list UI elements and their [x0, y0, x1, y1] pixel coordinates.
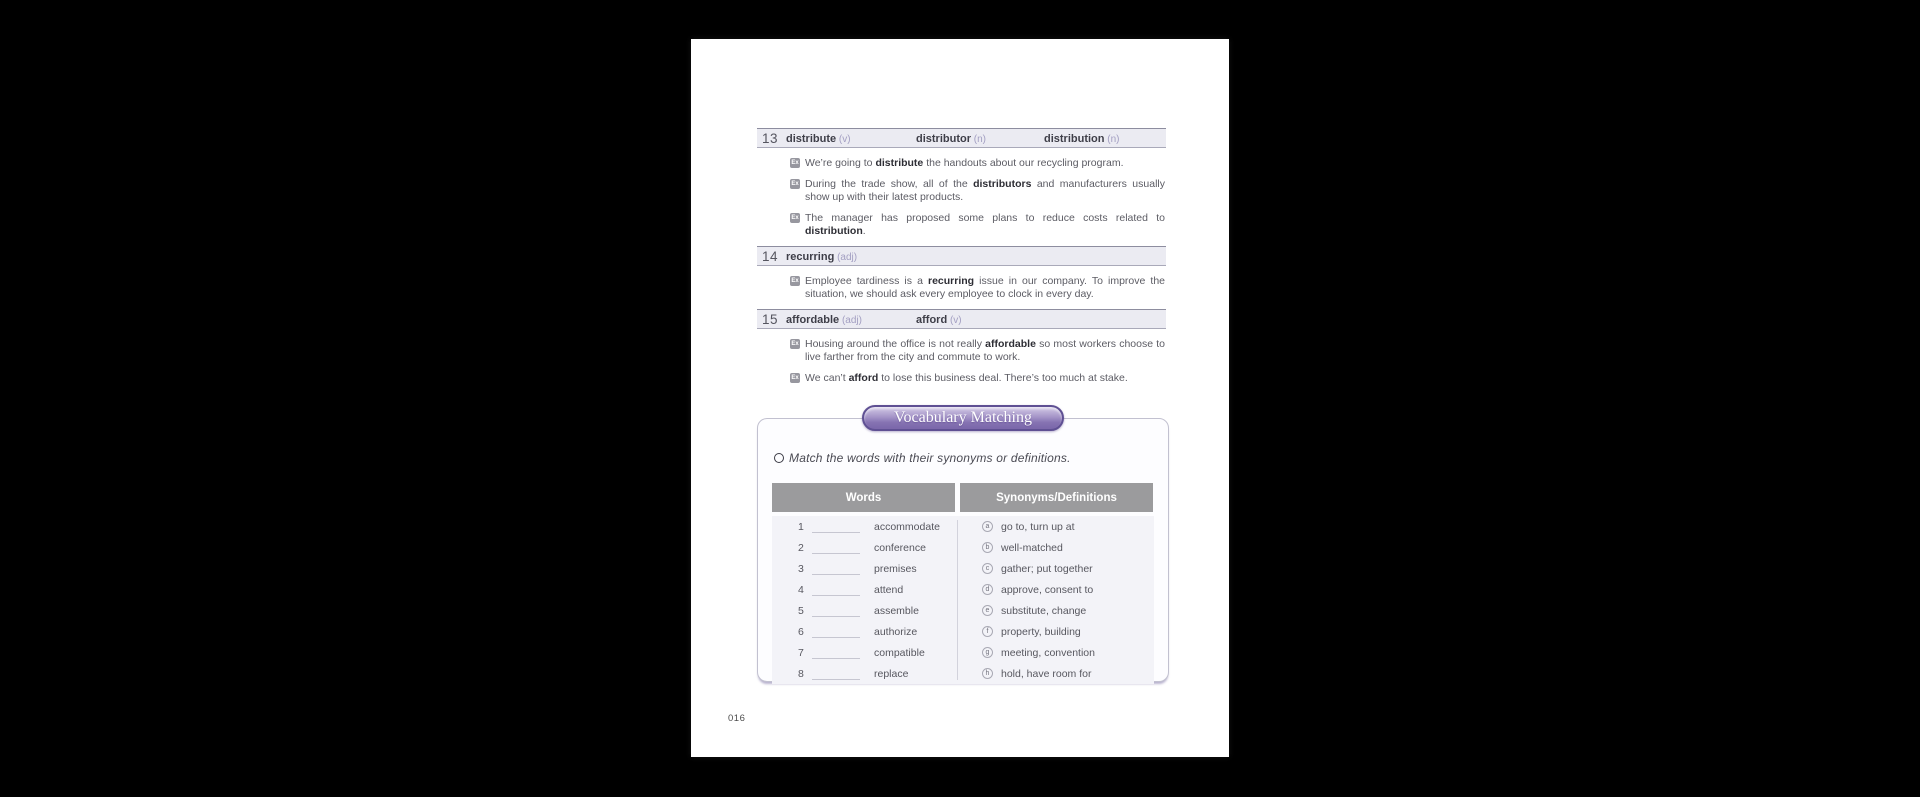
entry-number: 13 [762, 130, 779, 146]
answer-blank [812, 563, 860, 575]
example-list [790, 338, 1166, 385]
option-letter-icon: c [982, 563, 993, 574]
vocab-entry-header [757, 309, 1166, 329]
headword: distribution [1044, 133, 1105, 145]
column-header-words: Words [772, 483, 955, 512]
definition-text: go to, turn up at [1001, 520, 1075, 533]
example-text: Housing around the office is not really affordable so most workers choose to live farther from the city and commute to work. [805, 338, 1165, 363]
definition-text: hold, have room for [1001, 667, 1092, 680]
word-label: attend [874, 583, 904, 596]
example-icon: Ex [791, 160, 799, 166]
word-number: 7 [798, 646, 804, 659]
vocab-entry-header [757, 128, 1166, 148]
example-icon: Ex [791, 181, 799, 187]
headword: distributor [916, 133, 971, 145]
word-number: 8 [798, 667, 804, 680]
matching-box [757, 418, 1169, 682]
part-of-speech: (n) [1104, 134, 1120, 145]
example-sentence [790, 275, 1166, 301]
answer-blank [812, 647, 860, 659]
vocabulary-matching-badge [862, 405, 1064, 431]
definition-row [960, 663, 1153, 684]
example-sentence [790, 212, 1166, 238]
vocab-entry [757, 309, 1166, 385]
word-label: compatible [874, 646, 925, 659]
option-letter-icon: b [982, 542, 993, 553]
page-number: 016 [728, 713, 746, 724]
definition-row [960, 600, 1153, 621]
part-of-speech: (v) [947, 315, 962, 326]
example-list [790, 157, 1166, 238]
example-text: We’re going to distribute the handouts about our recycling program. [805, 157, 1124, 169]
words-column [772, 516, 960, 684]
example-sentence [790, 178, 1166, 204]
word-row [772, 600, 960, 621]
option-letter-icon: d [982, 584, 993, 595]
answer-blank [812, 668, 860, 680]
headword: recurring [786, 251, 835, 263]
entry-number: 14 [762, 248, 779, 264]
definition-text: substitute, change [1001, 604, 1087, 617]
vocab-entry [757, 246, 1166, 301]
definition-row [960, 621, 1153, 642]
part-of-speech: (adj) [839, 315, 862, 326]
option-letter-icon: e [982, 605, 993, 616]
word-number: 3 [798, 562, 804, 575]
option-letter-icon: a [982, 521, 993, 532]
headword: distribute [786, 133, 837, 145]
table-header [772, 483, 1154, 512]
word-row [772, 621, 960, 642]
definition-row [960, 537, 1153, 558]
section-title: Vocabulary Matching [894, 409, 1032, 426]
word-label: replace [874, 667, 909, 680]
definition-row [960, 642, 1153, 663]
answer-blank [812, 584, 860, 596]
definitions-column [960, 516, 1153, 684]
word-row [772, 642, 960, 663]
example-sentence [790, 157, 1166, 170]
part-of-speech: (adj) [834, 252, 858, 263]
example-text: During the trade show, all of the distributors and manufacturers usually show up with their latest products. [805, 178, 1165, 203]
vocabulary-matching-section [757, 405, 1169, 682]
word-label: authorize [874, 625, 918, 638]
option-letter-icon: f [982, 626, 993, 637]
document-page [691, 39, 1229, 757]
vocab-entry-header [757, 246, 1166, 266]
option-letter-icon: g [982, 647, 993, 658]
word-label: premises [874, 562, 917, 575]
word-form [786, 310, 916, 328]
example-text: We can’t afford to lose this business deal. There’s too much at stake. [805, 372, 1128, 384]
word-form [786, 129, 916, 147]
word-number: 6 [798, 625, 804, 638]
example-icon: Ex [791, 278, 799, 284]
word-row [772, 579, 960, 600]
word-number: 2 [798, 541, 804, 554]
example-sentence [790, 372, 1166, 385]
definition-text: property, building [1001, 625, 1081, 638]
entry-number: 15 [762, 311, 779, 327]
word-number: 5 [798, 604, 804, 617]
column-header-synonyms: Synonyms/Definitions [960, 483, 1153, 512]
example-sentence [790, 338, 1166, 364]
example-icon: Ex [791, 215, 799, 221]
answer-blank [812, 521, 860, 533]
definition-text: meeting, convention [1001, 646, 1095, 659]
definition-text: approve, consent to [1001, 583, 1094, 596]
answer-blank [812, 542, 860, 554]
answer-blank [812, 626, 860, 638]
definition-row [960, 579, 1153, 600]
answer-blank [812, 605, 860, 617]
example-icon: Ex [791, 375, 799, 381]
word-label: assemble [874, 604, 919, 617]
example-list [790, 275, 1166, 301]
word-row [772, 558, 960, 579]
part-of-speech: (n) [971, 134, 986, 145]
word-number: 1 [798, 520, 804, 533]
word-form [916, 310, 1044, 328]
word-number: 4 [798, 583, 804, 596]
vocab-entries [757, 39, 1166, 385]
page-content [757, 39, 1166, 682]
definition-text: well-matched [1001, 541, 1063, 554]
definition-row [960, 558, 1153, 579]
word-label: conference [874, 541, 926, 554]
circle-bullet-icon [774, 453, 784, 463]
word-form [786, 247, 916, 265]
word-form [916, 129, 1044, 147]
instruction-text: Match the words with their synonyms or definitions. [789, 451, 1071, 465]
part-of-speech: (v) [836, 134, 851, 145]
matching-table-body [772, 516, 1154, 684]
definition-text: gather; put together [1001, 562, 1093, 575]
example-icon: Ex [791, 341, 799, 347]
definition-row [960, 516, 1153, 537]
headword: affordable [786, 314, 840, 326]
headword: afford [916, 314, 948, 326]
example-text: Employee tardiness is a recurring issue in our company. To improve the situation, we should ask every employee to clock in every day. [805, 275, 1165, 300]
option-letter-icon: h [982, 668, 993, 679]
word-label: accommodate [874, 520, 940, 533]
matching-instruction [772, 450, 1154, 466]
word-row [772, 516, 960, 537]
example-text: The manager has proposed some plans to reduce costs related to distribution. [805, 212, 1165, 237]
vocab-entry [757, 128, 1166, 238]
word-row [772, 537, 960, 558]
word-row [772, 663, 960, 684]
word-form [1044, 129, 1120, 147]
